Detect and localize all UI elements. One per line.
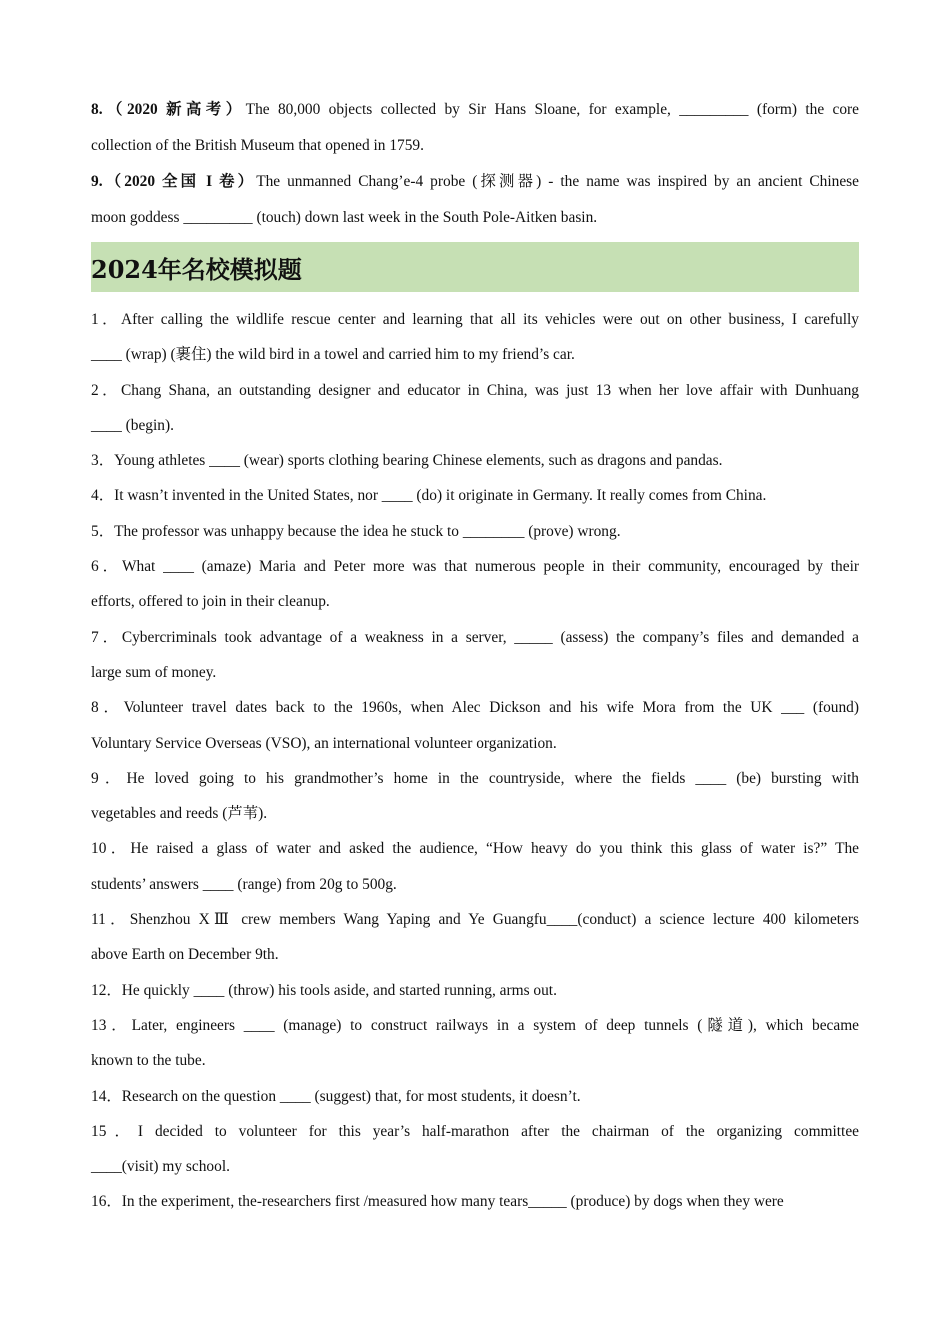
question-number: 8.	[91, 101, 103, 118]
question-line: known to the tube.	[91, 1052, 206, 1070]
question-item	[91, 1184, 859, 1219]
question-line: 9．He loved going to his grandmother’s home in the countryside, where the fields ____ (be) bursting with	[91, 769, 859, 787]
question-line	[91, 92, 859, 128]
question-item	[91, 302, 859, 373]
question-line: 12．He quickly ____ (throw) his tools aside, and started running, arms out.	[91, 981, 557, 999]
question-line: above Earth on December 9th.	[91, 946, 279, 964]
question-item	[91, 690, 859, 761]
exam-source-tag: （2020 新高考）	[102, 101, 246, 118]
question-line: ____ (begin).	[91, 416, 174, 434]
question-item	[91, 514, 859, 549]
question-list	[91, 302, 859, 1220]
question-line: large sum of money.	[91, 663, 217, 681]
past-exam-question	[91, 92, 859, 164]
question-item	[91, 443, 859, 478]
question-line: Voluntary Service Overseas (VSO), an international volunteer organization.	[91, 734, 557, 752]
question-item	[91, 1079, 859, 1114]
question-item	[91, 973, 859, 1008]
question-number: 9.	[91, 173, 103, 190]
question-line: 5．The professor was unhappy because the idea he stuck to ________ (prove) wrong.	[91, 522, 621, 540]
question-line: 13．Later, engineers ____ (manage) to construct railways in a system of deep tunnels (隧道), which became	[91, 1016, 859, 1034]
question-text: The 80,000 objects collected by Sir Hans Sloane, for example, _________ (form) the core	[245, 101, 859, 118]
question-line: efforts, offered to join in their cleanup.	[91, 593, 330, 611]
section-title: 2024年名校模拟题	[91, 254, 302, 284]
question-line: 11．Shenzhou XⅢ crew members Wang Yaping and Ye Guangfu____(conduct) a science lecture 400 kilometers	[91, 911, 859, 929]
question-line: 4．It wasn’t invented in the United States, nor ____ (do) it originate in Germany. It really comes from China.	[91, 487, 767, 505]
question-item	[91, 902, 859, 973]
question-line: 7．Cybercriminals took advantage of a weakness in a server, _____ (assess) the company’s files and demanded a	[91, 628, 859, 646]
question-line: moon goddess _________ (touch) down last week in the South Pole-Aitken basin.	[91, 209, 598, 226]
document-page	[91, 92, 859, 1220]
question-text: The unmanned Chang’e-4 probe (探测器) - the name was inspired by an ancient Chinese	[256, 173, 859, 190]
exam-source-tag: （2020 全国 I 卷）	[102, 173, 257, 190]
question-line: 14．Research on the question ____ (suggest) that, for most students, it doesn’t.	[91, 1087, 581, 1105]
question-item	[91, 831, 859, 902]
question-item	[91, 1008, 859, 1079]
section-header-banner	[91, 242, 859, 292]
question-line	[91, 164, 859, 200]
question-line: ____ (wrap) (裹住) the wild bird in a towel and carried him to my friend’s car.	[91, 346, 575, 364]
question-line: students’ answers ____ (range) from 20g to 500g.	[91, 875, 397, 893]
question-item	[91, 1114, 859, 1185]
question-line: 2．Chang Shana, an outstanding designer and educator in China, was just 13 when her love affair with Dunhuang	[91, 381, 859, 399]
question-line: 3．Young athletes ____ (wear) sports clothing bearing Chinese elements, such as dragons and pandas.	[91, 452, 723, 470]
question-line: ____(visit) my school.	[91, 1158, 230, 1176]
question-line: 15．I decided to volunteer for this year’s half-marathon after the chairman of the organizing committee	[91, 1122, 859, 1140]
question-item	[91, 620, 859, 691]
question-line: 1．After calling the wildlife rescue center and learning that all its vehicles were out on other business, I carefully	[91, 311, 859, 328]
question-line: 16．In the experiment, the-researchers first /measured how many tears_____ (produce) by dogs when they were	[91, 1193, 784, 1211]
question-item	[91, 549, 859, 620]
past-exam-question	[91, 164, 859, 236]
question-item	[91, 478, 859, 513]
question-line: vegetables and reeds (芦苇).	[91, 805, 268, 823]
question-line: 8．Volunteer travel dates back to the 1960s, when Alec Dickson and his wife Mora from the UK ___ (found)	[91, 699, 859, 717]
question-line: 10．He raised a glass of water and asked the audience, “How heavy do you think this glass of water is?” The	[91, 840, 859, 858]
question-item	[91, 761, 859, 832]
question-line: 6．What ____ (amaze) Maria and Peter more was that numerous people in their community, encouraged by their	[91, 558, 859, 576]
question-item	[91, 373, 859, 444]
question-line: collection of the British Museum that opened in 1759.	[91, 137, 424, 154]
